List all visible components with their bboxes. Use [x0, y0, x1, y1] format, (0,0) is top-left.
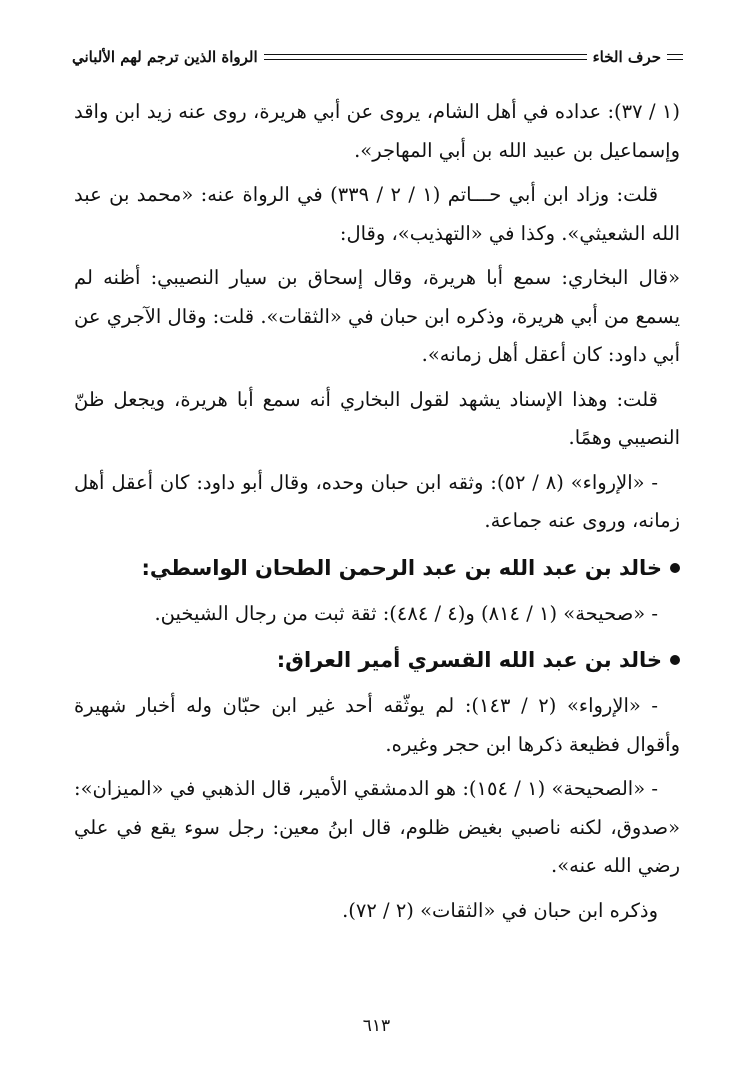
header-book-title: الرواة الذين ترجم لهم الألباني: [72, 48, 258, 66]
entry-heading: [74, 549, 680, 587]
bullet-icon: [670, 655, 680, 665]
page-number: ٦١٣: [362, 1016, 391, 1036]
header-chapter-title: حرف الخاء: [592, 48, 661, 66]
paragraph: - «الإرواء» (٨ / ٥٢): وثقه ابن حبان وحده، وقال أبو داود: كان أعقل أهل زمانه، وروى عنه جماعة.: [74, 470, 680, 532]
running-header: [72, 44, 683, 70]
paragraph: قلت: وزاد ابن أبي حـــاتم (١ / ٢ / ٣٣٩) في الرواة عنه: «محمد بن عبد الله الشعيثي». وكذا في «التهذيب»، وقال:: [74, 183, 680, 245]
paragraph: - «صحيحة» (١ / ٨١٤) و(٤ / ٤٨٤): ثقة ثبت من رجال الشيخين.: [154, 601, 658, 625]
paragraph: قلت: وهذا الإسناد يشهد لقول البخاري أنه سمع أبا هريرة، ويجعل ظنّ النصيبي وهمًا.: [74, 387, 680, 449]
paragraph: - «الصحيحة» (١ / ١٥٤): هو الدمشقي الأمير، قال الذهبي في «الميزان»: «صدوق، لكنه ناصبي بغيض ظلوم، قال ابنُ معين: رجل سوء يقع في علي رضي الله عنه».: [74, 777, 680, 877]
bullet-icon: [670, 563, 680, 573]
paragraph: «قال البخاري: سمع أبا هريرة، وقال إسحاق بن سيار النصيبي: أظنه لم يسمع من أبي هريرة، وذكره ابن حبان في «الثقات». قلت: وقال الآجري عن أبي داود: كان أعقل أهل زمانه».: [74, 266, 680, 366]
header-rule-right: [667, 54, 683, 60]
page-body: [74, 93, 680, 936]
paragraph: - «الإرواء» (٢ / ١٤٣): لم يوثّقه أحد غير ابن حبّان وله أخبار شهيرة وأقوال فظيعة ذكرها ابن حجر وغيره.: [74, 694, 680, 756]
header-rule-middle: [264, 54, 587, 60]
entry-heading-text: خالد بن عبد الله القسري أمير العراق:: [276, 648, 662, 672]
paragraph: (١ / ٣٧): عداده في أهل الشام، يروى عن أبي هريرة، روى عنه زيد ابن واقد وإسماعيل بن عبيد الله بن أبي المهاجر».: [74, 100, 681, 162]
entry-heading-text: خالد بن عبد الله بن عبد الرحمن الطحان الواسطي:: [141, 555, 662, 580]
paragraph: وذكره ابن حبان في «الثقات» (٢ / ٧٢).: [342, 898, 658, 922]
entry-heading: [74, 641, 680, 679]
